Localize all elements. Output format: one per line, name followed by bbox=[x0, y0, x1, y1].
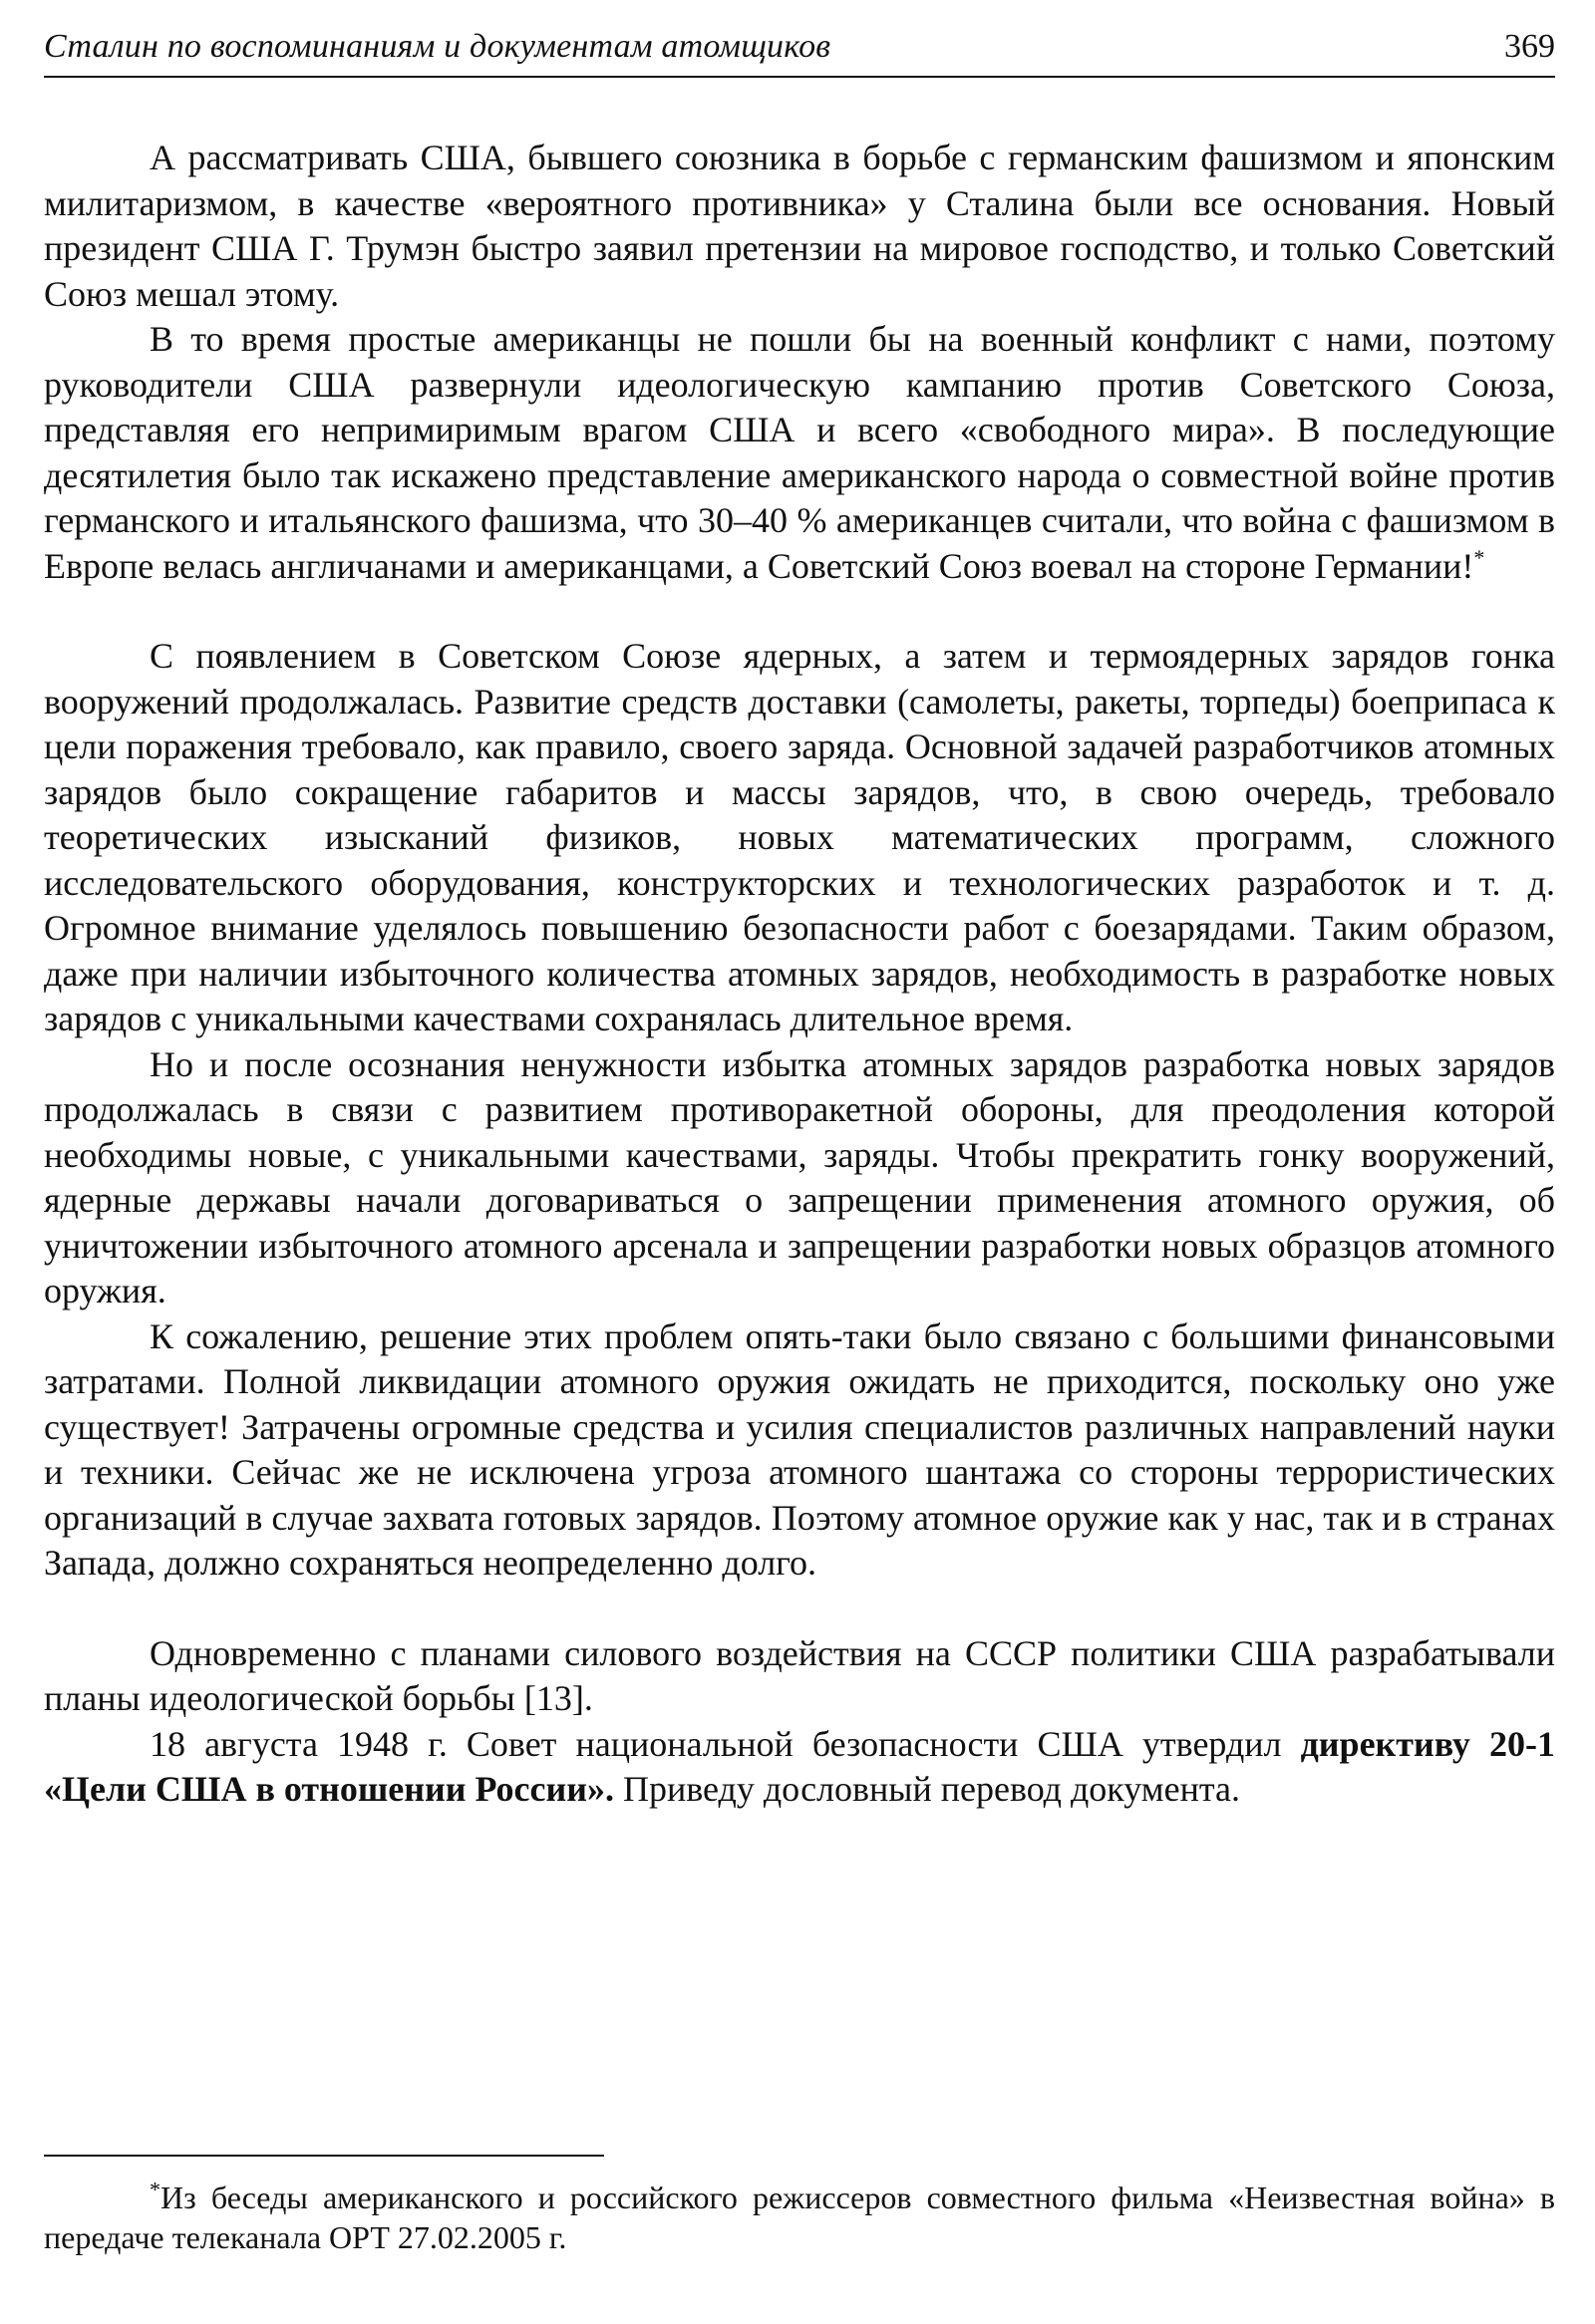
footnote-divider bbox=[44, 2155, 604, 2157]
paragraph-7-start: 18 августа 1948 г. Совет национальной безопасности США утвердил bbox=[150, 1723, 1301, 1764]
paragraph-2-text: В то время простые американцы не пошли бы на военный конфликт с нами, поэтому руководители США развернули идеологическую кампанию против Советского Союза, представляя его непримиримым врагом США и всего «свободного мира». В последующие десятилетия было так искажено представление американского народа о совместной войне против германского и итальянского фашизма, что 30–40 % американцев считали, что война с фашизмом в Европе велась англичанами и американцами, а Советский Союз воевал на стороне Германии! bbox=[44, 319, 1555, 586]
paragraph-7 bbox=[44, 1722, 1555, 1813]
paragraph-5: К сожалению, решение этих проблем опять-таки было связано с большими финансовыми затратами. Полной ликвидации атомного оружия ожидать не приходится, поскольку оно уже существует! Затрачены огромные средства и усилия специалистов различных направлений науки и техники. Сейчас же не исключена угроза атомного шантажа со стороны террористических организаций в случае захвата готовых зарядов. Поэтому атомное оружие как у нас, так и в странах Запада, должно сохраняться неопределенно долго. bbox=[44, 1315, 1555, 1583]
running-title: Сталин по воспоминаниям и документам атомщиков bbox=[44, 28, 831, 65]
paragraph-3: С появлением в Советском Союзе ядерных, а затем и термоядерных зарядов гонка вооружений продолжалась. Развитие средств доставки (самолеты, ракеты, торпеды) боеприпаса к цели поражения требовало, как правило, своего заряда. Основной задачей разработчиков атомных зарядов было сокращение габаритов и массы зарядов, что, в свою очередь, требовало теоретических изысканий физиков, новых математических программ, сложного исследовательского оборудования, конструкторских и технологических разработок и т. д. Огромное внимание уделялось повышению безопасности работ с боезарядами. Таким образом, даже при наличии избыточного количества атомных зарядов, необходимость в разработке новых зарядов с уникальными качествами сохранялась длительное время. bbox=[44, 636, 1555, 1038]
paragraph-2 bbox=[44, 317, 1555, 589]
footnote bbox=[44, 2178, 1555, 2257]
body-text bbox=[44, 136, 1555, 1813]
paragraph-1: А рассматривать США, бывшего союзника в борьбе с германским фашизмом и японским милитаризмом, в качестве «вероятного противника» у Сталина были все основания. Новый президент США Г. Трумэн быстро заявил претензии на мировое господство, и только Советский Союз мешал этому. bbox=[44, 138, 1555, 314]
footnote-reference-marker: * bbox=[1473, 544, 1485, 570]
running-header bbox=[44, 20, 1555, 78]
footnote-text: Из беседы американского и российского режиссеров совместного фильма «Неизвестная война» в передаче телеканала ОРТ 27.02.2005 г. bbox=[44, 2179, 1555, 2255]
paragraph-6: Одновременно с планами силового воздействия на СССР политики США разрабатывали планы идеологической борьбы [13]. bbox=[44, 1632, 1555, 1718]
section-break-2 bbox=[44, 1587, 1555, 1631]
directive-title: директиву 20-1 «Цели США в отношении России». bbox=[44, 1723, 1555, 1809]
paragraph-4: Но и после осознания ненужности избытка атомных зарядов разработка новых зарядов продолжалась в связи с развитием противоракетной обороны, для преодоления которой необходимы новые, с уникальными качествами, заряды. Чтобы прекратить гонку вооружений, ядерные державы начали договариваться о запрещении применения атомного оружия, об уничтожении избыточного атомного арсенала и запрещении разработки новых образцов атомного оружия. bbox=[44, 1043, 1555, 1310]
page-number: 369 bbox=[1504, 28, 1555, 65]
footnote-marker: * bbox=[150, 2177, 160, 2202]
section-break bbox=[44, 589, 1555, 634]
paragraph-7-end: Приведу дословный перевод документа. bbox=[613, 1769, 1240, 1809]
